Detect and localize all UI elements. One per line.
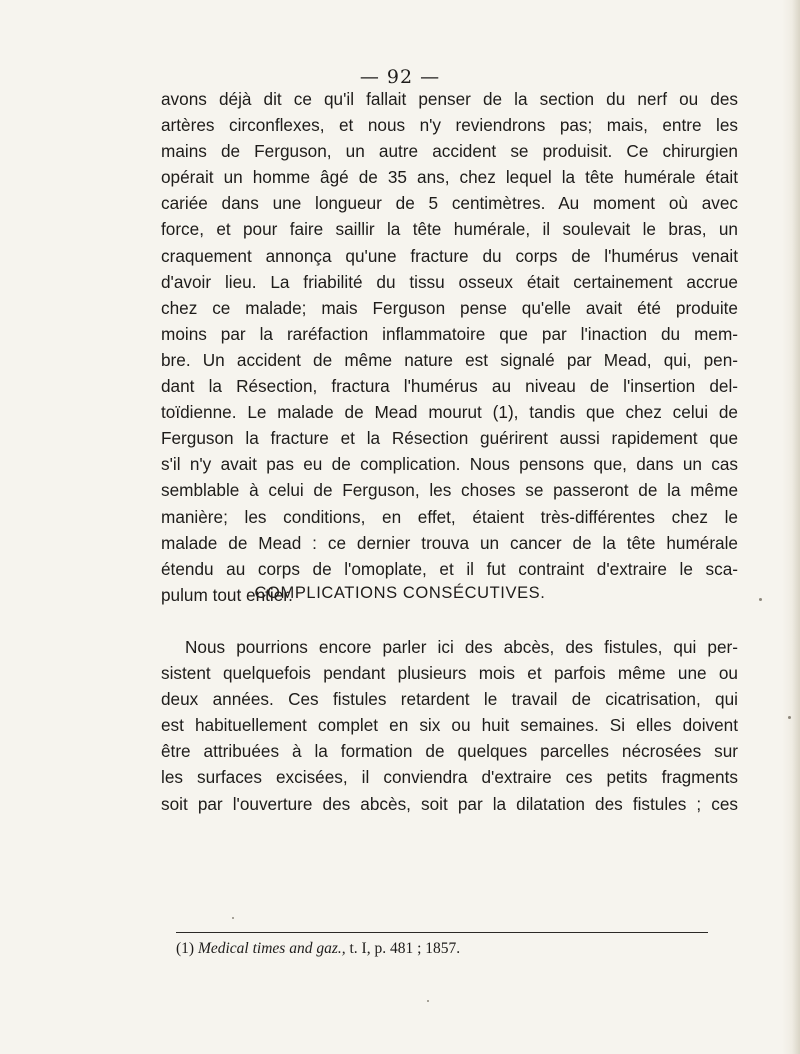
footnote [176,940,736,958]
text-line: bre. Un accident de même nature est signalé par Mead, qui, pen- [161,349,738,370]
paper-speck [427,1000,429,1002]
text-line: étendu au corps de l'omoplate, et il fut contraint d'extraire le sca- [161,558,738,579]
text-line: mains de Ferguson, un autre accident se produisit. Ce chirurgien [161,141,738,162]
text-line: s'il n'y avait pas eu de complication. Nous pensons que, dans un cas [161,454,738,475]
text-line: craquement annonça qu'une fracture du corps de l'humérus venait [161,245,738,266]
paper-speck [232,917,234,919]
footnote-marker: (1) [176,940,195,957]
text-line: artères circonflexes, et nous n'y reviendrons pas; mais, entre les [161,115,738,136]
footnote-reference: t. I, p. 481 ; 1857. [349,940,461,957]
page-number: — 92 — [359,66,441,88]
text-line: avons déjà dit ce qu'il fallait penser de la section du nerf ou des [161,89,738,109]
text-line: être attribuées à la formation de quelques parcelles nécrosées sur [161,741,738,762]
footnote-separator-rule [176,932,708,933]
text-line: pulum tout entier. [161,584,293,605]
text-line: force, et pour faire saillir la tête humérale, il soulevait le bras, un [161,219,738,240]
text-line: sistent quelquefois pendant plusieurs mois et parfois même une ou [161,663,738,684]
text-line: les surfaces excisées, il conviendra d'extraire ces petits fragments [161,767,738,788]
text-line: malade de Mead : ce dernier trouva un cancer de la tête humérale [161,532,738,553]
text-line: opérait un homme âgé de 35 ans, chez lequel la tête humérale était [161,167,738,188]
text-line: cariée dans une longueur de 5 centimètres. Au moment où avec [161,193,738,214]
page-edge-shadow [782,0,800,1054]
body-paragraph-2 [161,634,738,817]
paper-speck [759,598,762,601]
paper-speck [788,716,791,719]
text-line: dant la Résection, fractura l'humérus au niveau de l'insertion del- [161,376,738,397]
body-paragraph-1 [161,86,738,608]
text-line: est habituellement complet en six ou huit semaines. Si elles doivent [161,715,738,736]
text-line: Nous pourrions encore parler ici des abcès, des fistules, qui per- [185,637,738,657]
text-line: moins par la raréfaction inflammatoire que par l'inaction du mem- [161,323,738,344]
text-line: deux années. Ces fistules retardent le travail de cicatrisation, qui [161,689,738,710]
text-line: Ferguson la fracture et la Résection guérirent aussi rapidement que [161,428,738,449]
section-heading: COMPLICATIONS CONSÉCUTIVES. [254,584,546,602]
text-line: manière; les conditions, en effet, étaient très-différentes chez le [161,506,738,527]
footnote-source: Medical times and gaz., [197,940,346,957]
text-line: soit par l'ouverture des abcès, soit par la dilatation des fistules ; ces [161,793,738,814]
text-line: toïdienne. Le malade de Mead mourut (1), tandis que chez celui de [161,402,738,423]
text-line: chez ce malade; mais Ferguson pense qu'elle avait été produite [161,297,738,318]
text-line: d'avoir lieu. La friabilité du tissu osseux était certainement accrue [161,271,738,292]
text-line: semblable à celui de Ferguson, les choses se passeront de la même [161,480,738,501]
